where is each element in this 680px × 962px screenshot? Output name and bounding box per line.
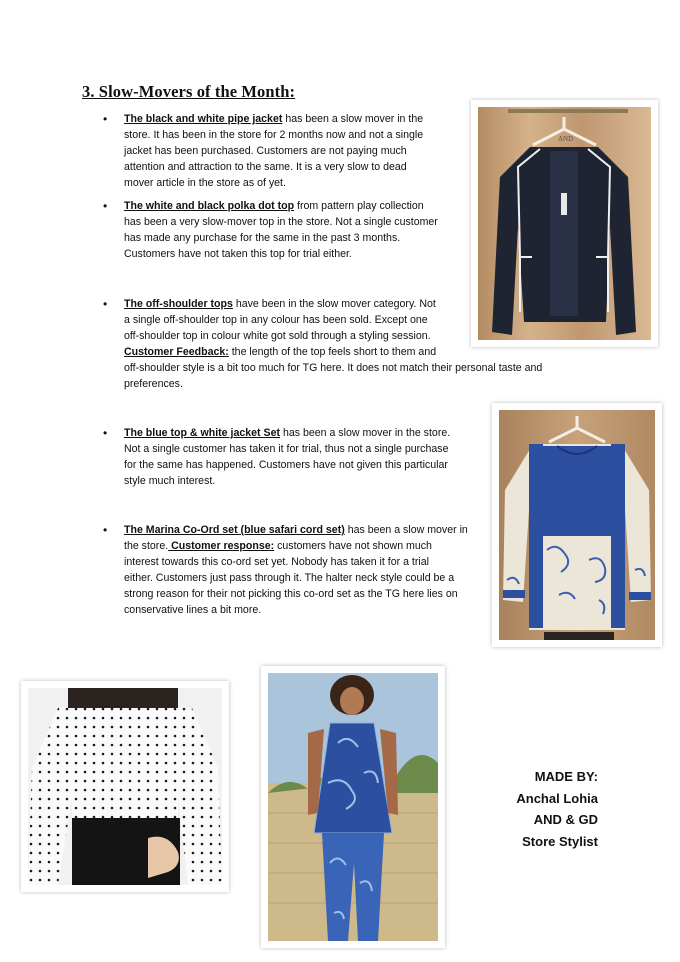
item-title: The blue top & white jacket Set	[124, 427, 280, 439]
item-text: have been in the slow mover category. Not	[232, 298, 436, 310]
item-text: has been a very slow-mover top in the store. Not a single customer	[124, 216, 438, 228]
bullet-dot: •	[103, 112, 108, 126]
made-by-label: MADE BY:	[534, 769, 598, 784]
item-text: from pattern play collection	[294, 200, 424, 212]
list-item	[103, 425, 484, 489]
item-text: the length of the top feels short to them and	[228, 346, 437, 358]
item-text: Not a single customer has taken it for trial, thus not a single purchase	[124, 443, 449, 455]
item-text: off-shoulder top in colour white got sold through a styling session.	[124, 330, 431, 342]
item-text: interest towards this co-ord set yet. Nobody has taken it for a trial	[124, 556, 430, 568]
list-item	[103, 111, 474, 191]
item-text: for the same has happened. Customers have not given this particular	[124, 459, 448, 471]
feedback-label: Customer Feedback:	[124, 346, 229, 358]
item-text: customers have not shown much	[274, 540, 432, 552]
item-title: The white and black polka dot top	[124, 200, 295, 212]
section-heading: 3. Slow-Movers of the Month:	[82, 82, 296, 101]
author-name: Anchal Lohia	[516, 790, 598, 806]
polka-dot-top-photo	[21, 681, 229, 892]
item-text: the store.	[124, 540, 169, 552]
marina-coord-photo	[261, 666, 445, 948]
item-text: has been a slow mover in the store.	[280, 427, 451, 439]
bullet-dot: •	[103, 199, 108, 213]
list-item	[103, 522, 490, 618]
item-title: The black and white pipe jacket	[124, 113, 283, 125]
item-text: store. It has been in the store for 2 months now and not a single	[124, 129, 424, 141]
item-text: has been a slow mover in	[344, 524, 468, 536]
polka-dot-top-image	[28, 688, 222, 885]
item-text: Customers have not taken this top for trial either.	[124, 248, 352, 260]
jacket-set-photo	[492, 403, 662, 647]
item-text: has been a slow mover in the	[282, 113, 424, 125]
item-text: a single off-shoulder top in any colour has been sold. Except one	[124, 314, 428, 326]
item-text: attention and attraction to the same. It is a very slow to dead	[124, 161, 407, 173]
item-text: mover article in the store as of yet.	[124, 177, 286, 189]
item-text: style much interest.	[124, 475, 216, 487]
response-label: Customer response:	[168, 540, 275, 552]
item-title: The Marina Co-Ord set (blue safari cord set)	[124, 524, 345, 536]
bullet-dot: •	[103, 523, 108, 537]
jacket-set-image	[499, 410, 655, 640]
brand-name: AND & GD	[533, 812, 598, 827]
item-text: jacket has been purchased. Customers are not paying much	[124, 145, 407, 157]
item-title: The off-shoulder tops	[124, 298, 233, 310]
credit-block	[516, 766, 598, 852]
item-text: off-shoulder style is a bit too much for TG here. It does not match their personal taste and	[124, 362, 543, 374]
item-text: either. Customers just pass through it. The halter neck style could be a	[124, 572, 455, 584]
jacket-photo	[471, 100, 658, 347]
author-role: Store Stylist	[522, 833, 598, 849]
item-text: strong reason for their not picking this co-ord set as the TG here lies on	[124, 588, 458, 600]
item-text: preferences.	[124, 378, 183, 390]
item-text: has made any purchase for the same in the past 3 months.	[124, 232, 401, 244]
bullet-dot: •	[103, 297, 108, 311]
list-item	[103, 198, 474, 262]
hanger-tag-text: AND	[558, 135, 574, 143]
pipe-jacket-image	[478, 107, 651, 340]
item-text: conservative lines a bit more.	[124, 604, 262, 616]
marina-coord-image	[268, 673, 438, 941]
bullet-dot: •	[103, 426, 108, 440]
